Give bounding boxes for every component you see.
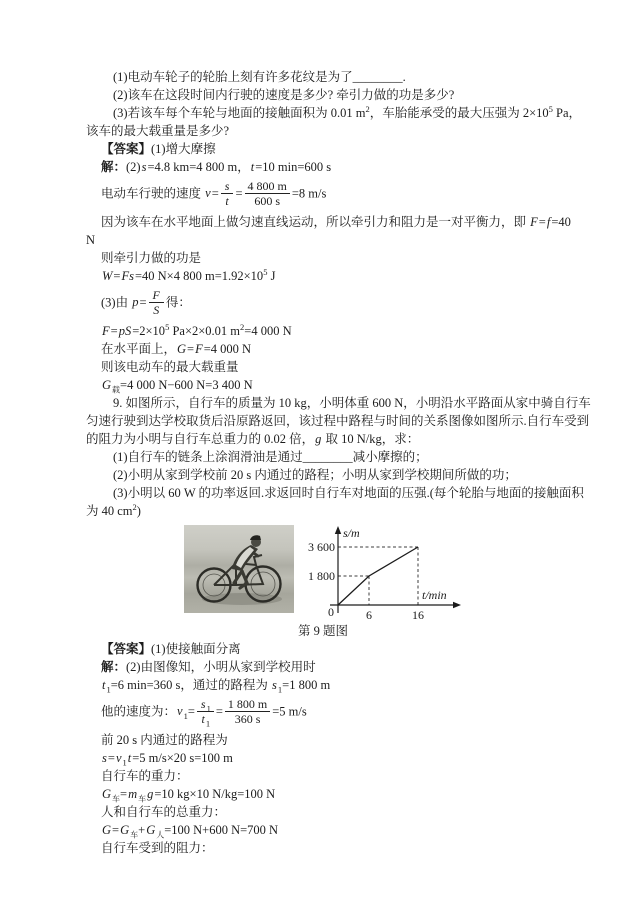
text-block-top bbox=[86, 68, 591, 520]
text-line: (2)该车在这段时间内行驶的速度是多少? 牵引力做的功是多少? bbox=[113, 88, 455, 102]
math-variable: G bbox=[120, 823, 130, 837]
math-variable: G bbox=[102, 787, 112, 801]
x-tick-16: 16 bbox=[412, 608, 424, 622]
text-line: $G=G_车+G_人=100$ N+600 N=700 N bbox=[102, 823, 279, 840]
bold-label: 解： bbox=[101, 660, 127, 674]
text-line: $t_1=6$ min=360 s，通过的路程为 $s_1=1$ 800 m bbox=[102, 678, 331, 695]
origin-label: 0 bbox=[328, 605, 334, 619]
math-variable: t bbox=[225, 194, 229, 208]
text-line: 人和自行车的总重力： bbox=[101, 805, 227, 819]
text-line: (2)小明从家到学校前 20 s 内通过的路程；小明从家到学校期间所做的功； bbox=[113, 468, 517, 482]
cyclist-photo bbox=[184, 525, 294, 613]
y-axis-label: s/m bbox=[343, 526, 360, 540]
text-line: $F=pS=2\times 10^5$ Pa×2×0.01 $m^2=4$ 000 N bbox=[102, 321, 292, 338]
math-variable: m bbox=[128, 787, 138, 801]
math-variable: F bbox=[102, 324, 110, 338]
text-line: N bbox=[86, 233, 96, 247]
math-variable: G bbox=[102, 823, 112, 837]
text-line: 该车的最大载重量是多少? bbox=[86, 124, 230, 138]
text-line: 匀速行驶到达学校取货后沿原路返回，该过程中路程与时间的关系图像如图所示.自行车受到 bbox=[86, 414, 590, 428]
fraction bbox=[221, 179, 234, 208]
y-tick-3600: 3 600 bbox=[308, 540, 335, 554]
text-line: (3)由 p= $\frac{F}{S}$ 得： bbox=[101, 288, 191, 317]
fraction bbox=[149, 288, 164, 317]
fraction: $\frac{1 800 m}{360 s}$ bbox=[225, 697, 270, 726]
fraction: $\frac{s_1}{t_1}$ bbox=[197, 697, 214, 726]
text-line: 的阻力为小明与自行车总重力的 0.02 倍，g 取 10 N/kg，求： bbox=[86, 432, 420, 446]
math-variable: W bbox=[102, 269, 113, 283]
text-line: 解：(2)s=4.8 km=4 800 m，t=10 min=600 s bbox=[101, 160, 332, 174]
math-variable: s bbox=[141, 160, 147, 174]
fraction: $\frac{4 800 m}{600 s}$ bbox=[245, 179, 290, 208]
text-line: 在水平面上，G=F=4 000 N bbox=[101, 342, 252, 356]
text-line: 【答案】(1)增大摩擦 bbox=[101, 142, 216, 156]
cyclist-illustration bbox=[184, 525, 294, 613]
math-variable: v bbox=[205, 186, 211, 201]
text-line: 自行车的重力： bbox=[101, 769, 189, 783]
math-variable: G bbox=[177, 342, 187, 356]
math-variable: F bbox=[530, 215, 538, 229]
math-variable: G bbox=[146, 823, 156, 837]
math-variable: f bbox=[546, 215, 551, 229]
math-variable: G bbox=[102, 378, 112, 392]
x-axis-label: t/min bbox=[422, 588, 447, 602]
text-line: 为 40 $cm^2$) bbox=[86, 501, 141, 518]
math-variable: t bbox=[102, 678, 106, 692]
distance-time-graph bbox=[308, 525, 468, 625]
math-variable: v bbox=[177, 704, 183, 719]
math-variable: p bbox=[132, 295, 139, 310]
math-variable: t bbox=[250, 160, 255, 174]
y-axis-arrow bbox=[335, 526, 341, 534]
math-variable: F bbox=[195, 342, 203, 356]
x-axis-arrow bbox=[453, 602, 461, 608]
bold-label: 【答案】 bbox=[101, 642, 152, 656]
bold-label: 【答案】 bbox=[101, 142, 152, 156]
y-tick-1800: 1 800 bbox=[308, 569, 335, 583]
math-variable: s bbox=[272, 678, 277, 692]
text-line: $G_载=4$ 000 N−600 N=3 400 N bbox=[102, 378, 253, 395]
text-line: 自行车受到的阻力： bbox=[101, 841, 214, 855]
x-tick-6: 6 bbox=[366, 608, 372, 622]
math-variable: S bbox=[153, 303, 160, 317]
math-variable: g bbox=[147, 787, 154, 801]
math-variable: s bbox=[102, 751, 107, 765]
math-variable: pS bbox=[118, 324, 132, 338]
text-line: 【答案】(1)使接触面分离 bbox=[101, 642, 241, 656]
text-line: $s=v_1t=5$ m/s×20 s=100 m bbox=[102, 751, 233, 768]
text-line: 前 20 s 内通过的路程为 bbox=[101, 733, 228, 747]
text-line: 因为该车在水平地面上做匀速直线运动，所以牵引力和阻力是一对平衡力，即 F=f=40 bbox=[101, 215, 571, 229]
text-line: (3)若该车每个车轮与地面的接触面积为 0.01 $m^2$，车胎能承受的最大压强为 $2\times 10^5$ Pa， bbox=[113, 103, 582, 120]
bold-label: 解： bbox=[101, 160, 127, 174]
text-line: 解：(2)由图像知，小明从家到学校用时 bbox=[101, 660, 316, 674]
figure-caption: 第 9 题图 bbox=[297, 624, 348, 638]
text-line: (3)小明以 60 W 的功率返回.求返回时自行车对地面的压强.(每个轮胎与地面的接触面积 bbox=[113, 486, 584, 500]
math-variable: t bbox=[127, 751, 132, 765]
text-line: 9. 如图所示，自行车的质量为 10 kg，小明体重 600 N，小明沿水平路面从家中骑自行车 bbox=[113, 396, 591, 410]
math-variable: F bbox=[152, 288, 160, 302]
figure-row bbox=[184, 525, 560, 621]
text-line: $G_车=m_车g=10$ kg×10 N/kg=100 N bbox=[102, 787, 276, 804]
math-variable: g bbox=[315, 432, 322, 446]
text-line: (1)电动车轮子的轮胎上刻有许多花纹是为了________. bbox=[113, 70, 406, 84]
text-line: W=Fs=40 N×4 800 $m=1.92\times 10^5$ J bbox=[102, 266, 276, 283]
math-variable: s bbox=[224, 179, 230, 193]
math-variable: s bbox=[200, 697, 206, 711]
text-line: 他的速度为：$v_1=$ $\frac{s_1}{t_1}$ = $\frac{1 800 m}{360 s}$ =5 m/s bbox=[101, 697, 307, 729]
math-variable: v bbox=[115, 751, 122, 765]
text-block-bottom bbox=[86, 640, 560, 857]
math-variable: Fs bbox=[121, 269, 134, 283]
text-line: 则牵引力做的功是 bbox=[101, 251, 202, 265]
text-line: (1)自行车的链条上涂润滑油是通过________减小摩擦的； bbox=[113, 450, 428, 464]
text-line: 则该电动车的最大载重量 bbox=[101, 360, 239, 374]
text-line: 电动车行驶的速度 v= $\frac{s}{t}$ = $\frac{4 800 m}{600 s}$ =8 m/s bbox=[101, 179, 327, 208]
math-variable: t bbox=[201, 712, 205, 726]
